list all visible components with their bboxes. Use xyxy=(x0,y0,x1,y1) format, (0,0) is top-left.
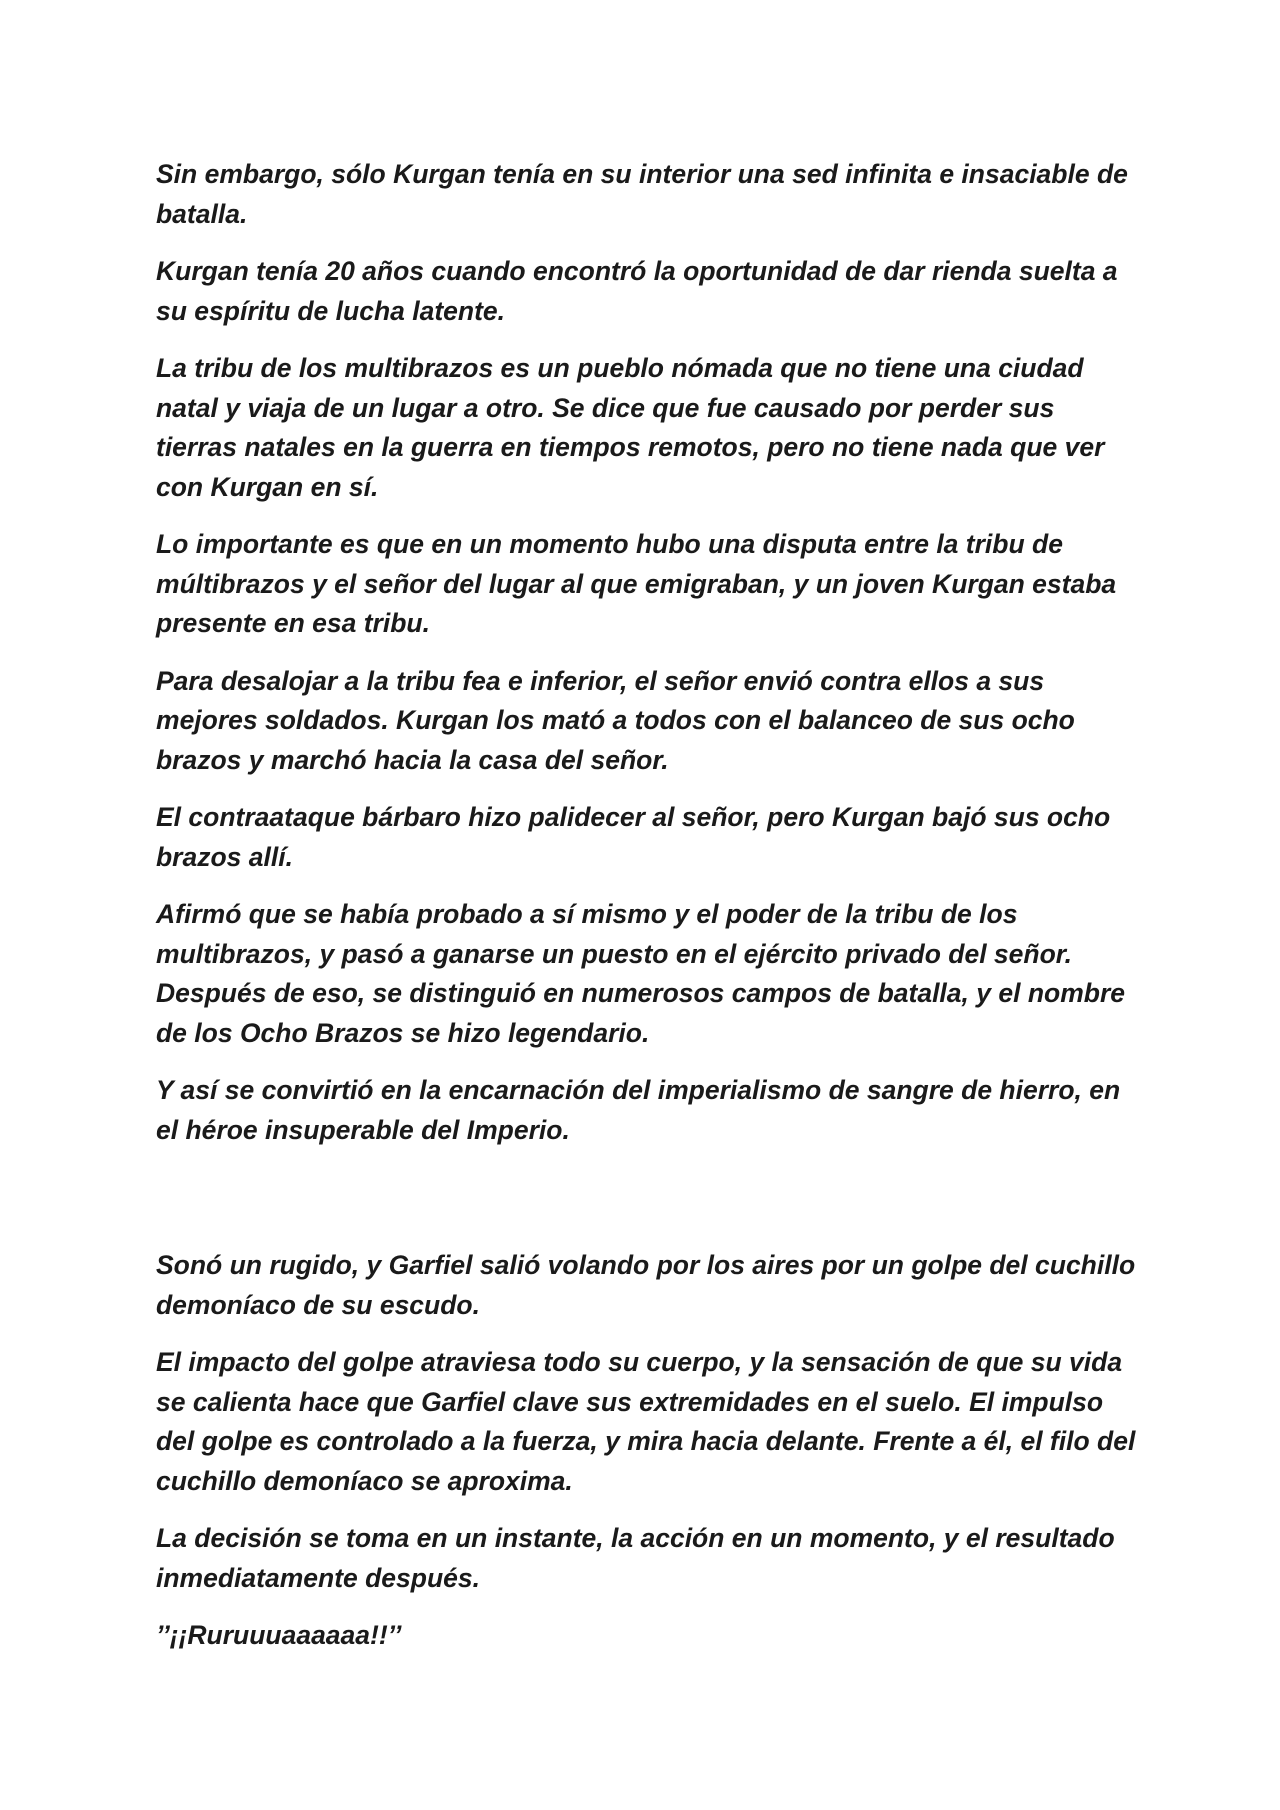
paragraph: Kurgan tenía 20 años cuando encontró la oportunidad de dar rienda suelta a su espíritu de lucha latente. xyxy=(156,256,1118,326)
paragraph: Y así se convirtió en la encarnación del imperialismo de sangre de hierro, en el héroe insuperable del Imperio. xyxy=(156,1075,1121,1145)
section-break xyxy=(156,1168,1136,1246)
paragraph: Sonó un rugido, y Garfiel salió volando por los aires por un golpe del cuchillo demoníaco de su escudo. xyxy=(156,1250,1136,1320)
paragraph: Afirmó que se había probado a sí mismo y el poder de la tribu de los multibrazos, y pasó a ganarse un puesto en el ejército privado del señor. Después de eso, se distinguió en numerosos campos de batalla, y el nombre de los Ocho Brazos se hizo legendario. xyxy=(156,899,1125,1048)
paragraph: La tribu de los multibrazos es un pueblo nómada que no tiene una ciudad natal y viaja de un lugar a otro. Se dice que fue causado por perder sus tierras natales en la guerra en tiempos remotos, pero no tiene nada que ver con Kurgan en sí. xyxy=(156,353,1105,502)
paragraph: El impacto del golpe atraviesa todo su cuerpo, y la sensación de que su vida se calienta hace que Garfiel clave sus extremidades en el suelo. El impulso del golpe es controlado a la fuerza, y mira hacia delante. Frente a él, el filo del cuchillo demoníaco se aproxima. xyxy=(156,1347,1136,1496)
paragraph: Sin embargo, sólo Kurgan tenía en su interior una sed infinita e insaciable de batalla. xyxy=(156,159,1128,229)
paragraph: Lo importante es que en un momento hubo una disputa entre la tribu de múltibrazos y el señor del lugar al que emigraban, y un joven Kurgan estaba presente en esa tribu. xyxy=(156,529,1117,638)
paragraph: El contraataque bárbaro hizo palidecer al señor, pero Kurgan bajó sus ocho brazos allí. xyxy=(156,802,1111,872)
paragraph: La decisión se toma en un instante, la acción en un momento, y el resultado inmediatamente después. xyxy=(156,1523,1115,1593)
dialogue-shout: ’’¡¡Ruruuuaaaaaa!!’’ xyxy=(156,1620,402,1650)
story-text xyxy=(156,155,1136,1674)
paragraph: Para desalojar a la tribu fea e inferior, el señor envió contra ellos a sus mejores soldados. Kurgan los mató a todos con el balanceo de sus ocho brazos y marchó hacia la casa del señor. xyxy=(156,665,1075,775)
